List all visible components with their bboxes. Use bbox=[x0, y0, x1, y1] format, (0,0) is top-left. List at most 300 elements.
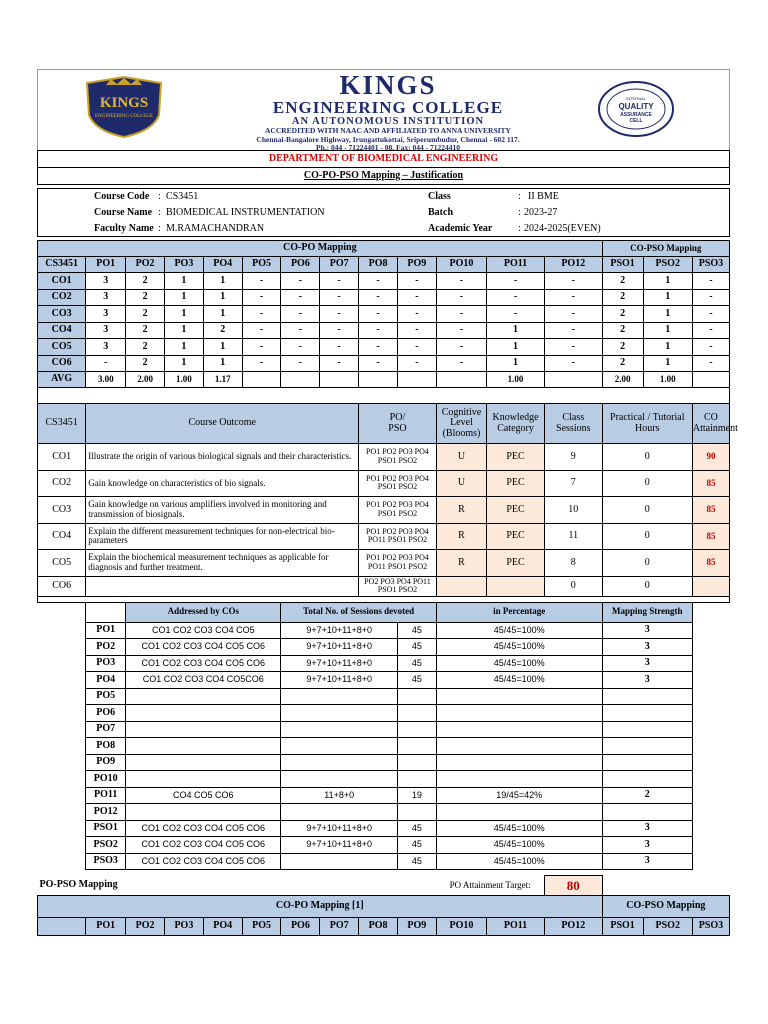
cognitive-level: U bbox=[436, 444, 486, 471]
mapping-value: - bbox=[320, 339, 359, 356]
mapping-value: - bbox=[320, 289, 359, 306]
practical-hours: 0 bbox=[602, 523, 692, 550]
mapping-row-co2 bbox=[38, 289, 730, 306]
mapping-value: 1 bbox=[203, 355, 242, 372]
percentage-value bbox=[436, 721, 602, 738]
sessions-total bbox=[397, 721, 436, 738]
outcome-po-list: PO1 PO2 PO3 PO4 PO11 PSO1 PSO2 bbox=[359, 550, 437, 577]
sessions-calculation bbox=[281, 705, 397, 722]
column-header-po9: PO9 bbox=[397, 257, 436, 273]
mapping-sheet bbox=[37, 69, 738, 936]
mapping-value: - bbox=[436, 339, 486, 356]
svg-text:QUALITY: QUALITY bbox=[618, 102, 654, 111]
college-header bbox=[37, 69, 730, 150]
mapping-value: - bbox=[487, 289, 545, 306]
mapping-value: 3 bbox=[86, 273, 126, 290]
mapping-value: - bbox=[397, 306, 436, 323]
outcome-text: Explain the biochemical measurement techniques as applicable for diagnosis and further treatment. bbox=[86, 550, 359, 577]
practical-hours-header: Practical / Tutorial Hours bbox=[602, 404, 692, 444]
mapping-value: 1 bbox=[643, 322, 692, 339]
table-cell bbox=[692, 688, 729, 705]
mapping-strength: 3 bbox=[602, 639, 692, 656]
justification-po: PO9 bbox=[86, 754, 126, 771]
table-cell bbox=[38, 639, 86, 656]
addressed-cos bbox=[126, 754, 281, 771]
table-cell bbox=[692, 820, 729, 837]
mapping-strength: 3 bbox=[602, 853, 692, 870]
footer-column-po8: PO8 bbox=[359, 918, 398, 936]
table-cell bbox=[38, 672, 86, 689]
justification-row-po8 bbox=[38, 738, 730, 755]
mapping-value: - bbox=[86, 355, 126, 372]
co-attainment: 85 bbox=[692, 550, 729, 577]
mapping-value: - bbox=[397, 273, 436, 290]
cognitive-level: R bbox=[436, 497, 486, 524]
co-label: CO5 bbox=[38, 339, 86, 356]
class-sessions: 8 bbox=[544, 550, 602, 577]
justification-row-po3 bbox=[38, 655, 730, 672]
table-cell bbox=[38, 602, 86, 622]
mapping-value: - bbox=[692, 355, 729, 372]
outcome-row-co3 bbox=[38, 497, 730, 524]
attainment-target-value: 80 bbox=[544, 876, 602, 896]
footer-column-po7: PO7 bbox=[320, 918, 359, 936]
mapping-value: - bbox=[544, 306, 602, 323]
mapping-strength-header: Mapping Strength bbox=[602, 602, 692, 622]
cognitive-level: U bbox=[436, 470, 486, 497]
addressed-cos bbox=[126, 771, 281, 788]
co-attainment: 90 bbox=[692, 444, 729, 471]
mapping-value: - bbox=[242, 355, 281, 372]
footer-column-pso1: PSO1 bbox=[602, 918, 643, 936]
footer-column-po5: PO5 bbox=[242, 918, 281, 936]
department-name: DEPARTMENT OF BIOMEDICAL ENGINEERING bbox=[38, 151, 730, 168]
justification-po: PO4 bbox=[86, 672, 126, 689]
avg-label: AVG bbox=[38, 372, 86, 388]
table-cell bbox=[38, 721, 86, 738]
practical-hours: 0 bbox=[602, 497, 692, 524]
addressed-cos: CO4 CO5 CO6 bbox=[126, 787, 281, 804]
percentage-value: 19/45=42% bbox=[436, 787, 602, 804]
addressed-cos bbox=[126, 738, 281, 755]
outcome-text: Illustrate the origin of various biological signals and their characteristics. bbox=[86, 444, 359, 471]
mapping-value: - bbox=[692, 289, 729, 306]
justification-row-po9 bbox=[38, 754, 730, 771]
percentage-value: 45/45=100% bbox=[436, 655, 602, 672]
spacer-row bbox=[38, 388, 730, 404]
mapping-value: 2 bbox=[126, 273, 165, 290]
mapping-value: - bbox=[242, 322, 281, 339]
sessions-total: 19 bbox=[397, 787, 436, 804]
mapping-value: 1 bbox=[643, 306, 692, 323]
percentage-value bbox=[436, 771, 602, 788]
mapping-value: - bbox=[320, 322, 359, 339]
sessions-calculation bbox=[281, 853, 397, 870]
mapping-value: - bbox=[487, 306, 545, 323]
sessions-calculation bbox=[281, 804, 397, 821]
outcome-co: CO2 bbox=[38, 470, 86, 497]
avg-value bbox=[544, 372, 602, 388]
co-label: CO3 bbox=[38, 306, 86, 323]
phone-line: Ph.: 044 - 71224401 - 08, Fax: 044 - 71224410 bbox=[316, 143, 460, 152]
addressed-by-cos-header: Addressed by COs bbox=[126, 602, 281, 622]
justification-po: PO2 bbox=[86, 639, 126, 656]
footer-column-po9: PO9 bbox=[397, 918, 436, 936]
sessions-total: 45 bbox=[397, 837, 436, 854]
co-pso-mapping-footer-title: CO-PSO Mapping bbox=[602, 896, 729, 918]
column-header-po8: PO8 bbox=[359, 257, 398, 273]
justification-row-po2 bbox=[38, 639, 730, 656]
sessions-calculation bbox=[281, 771, 397, 788]
mapping-value: 2 bbox=[602, 339, 643, 356]
mapping-value: 2 bbox=[602, 306, 643, 323]
sessions-calculation bbox=[281, 688, 397, 705]
sessions-total bbox=[397, 705, 436, 722]
mapping-value: - bbox=[544, 339, 602, 356]
mapping-value: 2 bbox=[126, 306, 165, 323]
mapping-value: 1 bbox=[203, 339, 242, 356]
addressed-cos: CO1 CO2 CO3 CO4 CO5 CO6 bbox=[126, 837, 281, 854]
avg-value bbox=[359, 372, 398, 388]
footer-column-po1: PO1 bbox=[86, 918, 126, 936]
mapping-strength: 3 bbox=[602, 655, 692, 672]
justification-po: PO12 bbox=[86, 804, 126, 821]
mapping-value: 2 bbox=[602, 322, 643, 339]
column-header-po6: PO6 bbox=[281, 257, 320, 273]
mapping-row-co4 bbox=[38, 322, 730, 339]
address-line: Chennai-Bangalore Highway, Irungattukottai, Sriperumbudur, Chennai - 602 117. bbox=[256, 134, 520, 144]
justification-po: PO10 bbox=[86, 771, 126, 788]
table-cell bbox=[38, 688, 86, 705]
co-attainment: 85 bbox=[692, 470, 729, 497]
outcome-row-co1 bbox=[38, 444, 730, 471]
mapping-value: - bbox=[397, 289, 436, 306]
addressed-cos: CO1 CO2 CO3 CO4 CO5 CO6 bbox=[126, 820, 281, 837]
co-attainment: 85 bbox=[692, 523, 729, 550]
svg-text:INTERNAL: INTERNAL bbox=[626, 96, 646, 101]
footer-mapping-title-row bbox=[38, 896, 730, 918]
mapping-value: - bbox=[281, 273, 320, 290]
justification-po: PSO3 bbox=[86, 853, 126, 870]
mapping-row-co3 bbox=[38, 306, 730, 323]
outcome-co: CO1 bbox=[38, 444, 86, 471]
sessions-calculation bbox=[281, 754, 397, 771]
practical-hours: 0 bbox=[602, 444, 692, 471]
mapping-row-co6 bbox=[38, 355, 730, 372]
mapping-value: 1 bbox=[203, 273, 242, 290]
mapping-value: 1 bbox=[164, 339, 203, 356]
table-cell bbox=[692, 804, 729, 821]
percentage-value: 45/45=100% bbox=[436, 853, 602, 870]
column-header-po3: PO3 bbox=[164, 257, 203, 273]
table-cell bbox=[38, 787, 86, 804]
table-cell bbox=[692, 639, 729, 656]
svg-text:ENGINEERING COLLEGE: ENGINEERING COLLEGE bbox=[95, 114, 153, 119]
footer-column-po12: PO12 bbox=[544, 918, 602, 936]
table-cell bbox=[692, 837, 729, 854]
college-logo bbox=[81, 75, 167, 139]
mapping-value: 1 bbox=[487, 355, 545, 372]
mapping-value: - bbox=[397, 322, 436, 339]
addressed-cos bbox=[126, 688, 281, 705]
knowledge-category-header: Knowledge Category bbox=[487, 404, 545, 444]
footer-column-pso3: PSO3 bbox=[692, 918, 729, 936]
table-cell bbox=[38, 655, 86, 672]
table-cell bbox=[38, 837, 86, 854]
percentage-value bbox=[436, 688, 602, 705]
justification-row-po11 bbox=[38, 787, 730, 804]
mapping-strength: 3 bbox=[602, 837, 692, 854]
mapping-strength: 3 bbox=[602, 622, 692, 639]
outcome-co: CO6 bbox=[38, 576, 86, 596]
table-cell bbox=[38, 705, 86, 722]
addressed-cos bbox=[126, 804, 281, 821]
mapping-row-co1 bbox=[38, 273, 730, 290]
justification-row-po12 bbox=[38, 804, 730, 821]
mapping-strength bbox=[602, 688, 692, 705]
justification-header-row bbox=[38, 602, 730, 622]
mapping-value: - bbox=[692, 339, 729, 356]
table-cell bbox=[602, 876, 729, 896]
mapping-value: 1 bbox=[203, 289, 242, 306]
table-cell bbox=[38, 622, 86, 639]
sessions-calculation: 9+7+10+11+8+0 bbox=[281, 837, 397, 854]
svg-text:CELL: CELL bbox=[629, 118, 643, 124]
mapping-value: - bbox=[242, 339, 281, 356]
justification-po: PSO1 bbox=[86, 820, 126, 837]
knowledge-category: PEC bbox=[487, 550, 545, 577]
course-code-label: Course Code bbox=[94, 191, 150, 202]
mapping-value: 2 bbox=[126, 355, 165, 372]
mapping-value: - bbox=[320, 273, 359, 290]
avg-value: 1.17 bbox=[203, 372, 242, 388]
avg-value: 3.00 bbox=[86, 372, 126, 388]
percentage-value bbox=[436, 804, 602, 821]
table-cell bbox=[692, 721, 729, 738]
avg-value bbox=[692, 372, 729, 388]
avg-value: 2.00 bbox=[602, 372, 643, 388]
table-cell bbox=[692, 853, 729, 870]
mapping-value: - bbox=[692, 306, 729, 323]
avg-value: 2.00 bbox=[126, 372, 165, 388]
co-po-mapping-title: CO-PO Mapping bbox=[38, 241, 603, 257]
mapping-value: - bbox=[487, 273, 545, 290]
cognitive-level: R bbox=[436, 550, 486, 577]
percentage-value bbox=[436, 754, 602, 771]
mapping-value: 2 bbox=[203, 322, 242, 339]
sessions-total: 45 bbox=[397, 639, 436, 656]
mapping-value: 1 bbox=[164, 273, 203, 290]
mapping-value: - bbox=[281, 355, 320, 372]
svg-text:ASSURANCE: ASSURANCE bbox=[620, 112, 652, 118]
class-sessions: 7 bbox=[544, 470, 602, 497]
mapping-value: - bbox=[397, 355, 436, 372]
sessions-calculation bbox=[281, 721, 397, 738]
table-cell bbox=[38, 771, 86, 788]
addressed-cos: CO1 CO2 CO3 CO4 CO5CO6 bbox=[126, 672, 281, 689]
mapping-value: 1 bbox=[487, 322, 545, 339]
course-code-value: CS3451 bbox=[166, 191, 199, 202]
mapping-strength: 3 bbox=[602, 672, 692, 689]
footer-column-po11: PO11 bbox=[487, 918, 545, 936]
mapping-value: - bbox=[281, 289, 320, 306]
mapping-value: 3 bbox=[86, 289, 126, 306]
avg-value bbox=[397, 372, 436, 388]
co-label: CO4 bbox=[38, 322, 86, 339]
sessions-total: 45 bbox=[397, 853, 436, 870]
autonomous-line: AN AUTONOMOUS INSTITUTION bbox=[291, 116, 485, 127]
table-cell bbox=[86, 602, 126, 622]
co-label: CO6 bbox=[38, 355, 86, 372]
justification-po: PO5 bbox=[86, 688, 126, 705]
mapping-value: 3 bbox=[86, 306, 126, 323]
justification-row-pso1 bbox=[38, 820, 730, 837]
percentage-value: 45/45=100% bbox=[436, 837, 602, 854]
course-name-label: Course Name bbox=[94, 206, 153, 218]
outcome-row-co4 bbox=[38, 523, 730, 550]
faculty-label: Faculty Name bbox=[94, 222, 154, 234]
sessions-total: 45 bbox=[397, 655, 436, 672]
justification-row-po4 bbox=[38, 672, 730, 689]
justification-row-po5 bbox=[38, 688, 730, 705]
addressed-cos: CO1 CO2 CO3 CO4 CO5 bbox=[126, 622, 281, 639]
co-po-mapping-1-title: CO-PO Mapping [1] bbox=[38, 896, 603, 918]
column-header-pso2: PSO2 bbox=[643, 257, 692, 273]
mapping-strength bbox=[602, 721, 692, 738]
accreditation-line: ACCREDITED WITH NAAC AND AFFILIATED TO ANNA UNIVERSITY bbox=[265, 126, 511, 135]
footer-column-row bbox=[38, 918, 730, 936]
avg-value bbox=[242, 372, 281, 388]
justification-po: PO8 bbox=[86, 738, 126, 755]
percentage-value: 45/45=100% bbox=[436, 639, 602, 656]
mapping-value: - bbox=[359, 273, 398, 290]
mapping-value: - bbox=[242, 306, 281, 323]
sessions-total bbox=[397, 804, 436, 821]
mapping-value: - bbox=[359, 322, 398, 339]
mapping-value: - bbox=[359, 339, 398, 356]
course-name-value: BIOMEDICAL INSTRUMENTATION bbox=[166, 206, 325, 218]
outcome-row-co2 bbox=[38, 470, 730, 497]
mapping-value: 1 bbox=[643, 355, 692, 372]
mapping-value: 2 bbox=[126, 322, 165, 339]
table-cell bbox=[38, 388, 730, 404]
column-header-po2: PO2 bbox=[126, 257, 165, 273]
footer-column-po6: PO6 bbox=[281, 918, 320, 936]
course-outcome-header: Course Outcome bbox=[86, 404, 359, 444]
footer-column-po4: PO4 bbox=[203, 918, 242, 936]
mapping-value: 2 bbox=[602, 273, 643, 290]
column-header-po12: PO12 bbox=[544, 257, 602, 273]
practical-hours: 0 bbox=[602, 550, 692, 577]
cognitive-level bbox=[436, 576, 486, 596]
addressed-cos: CO1 CO2 CO3 CO4 CO5 CO6 bbox=[126, 853, 281, 870]
avg-value bbox=[281, 372, 320, 388]
batch-value: 2023-27 bbox=[524, 206, 558, 218]
mapping-strength bbox=[602, 754, 692, 771]
table-cell bbox=[38, 754, 86, 771]
footer-target-row bbox=[38, 876, 730, 896]
sessions-total bbox=[397, 738, 436, 755]
justification-row-po10 bbox=[38, 771, 730, 788]
mapping-value: - bbox=[436, 355, 486, 372]
co-pso-mapping-title: CO-PSO Mapping bbox=[602, 241, 729, 257]
mapping-title-row bbox=[38, 241, 730, 257]
justification-po: PO7 bbox=[86, 721, 126, 738]
justification-row-pso2 bbox=[38, 837, 730, 854]
class-label: Class bbox=[428, 191, 451, 202]
faculty-value: M.RAMACHANDRAN bbox=[166, 222, 265, 234]
mapping-value: 2 bbox=[602, 355, 643, 372]
sessions-total: 45 bbox=[397, 672, 436, 689]
knowledge-category: PEC bbox=[487, 444, 545, 471]
justification-row-po7 bbox=[38, 721, 730, 738]
mapping-strength: 3 bbox=[602, 820, 692, 837]
sessions-calculation: 11+8+0 bbox=[281, 787, 397, 804]
document-title: CO-PO-PSO Mapping – Justification bbox=[38, 168, 730, 185]
outcome-row-co5 bbox=[38, 550, 730, 577]
percentage-value: 45/45=100% bbox=[436, 820, 602, 837]
iqac-seal-icon bbox=[597, 80, 675, 138]
justification-row-pso3 bbox=[38, 853, 730, 870]
sessions-calculation: 9+7+10+11+8+0 bbox=[281, 655, 397, 672]
mapping-value: - bbox=[281, 322, 320, 339]
mapping-value: - bbox=[281, 306, 320, 323]
table-cell bbox=[38, 738, 86, 755]
co-attainment bbox=[692, 576, 729, 596]
justification-po: PSO2 bbox=[86, 837, 126, 854]
mapping-strength: 2 bbox=[602, 787, 692, 804]
addressed-cos: CO1 CO2 CO3 CO4 CO5 CO6 bbox=[126, 655, 281, 672]
mapping-value: 2 bbox=[126, 289, 165, 306]
mapping-value: - bbox=[359, 355, 398, 372]
outcome-po-list: PO2 PO3 PO4 PO11 PSO1 PSO2 bbox=[359, 576, 437, 596]
outcome-co: CO3 bbox=[38, 497, 86, 524]
mapping-value: - bbox=[692, 273, 729, 290]
mapping-value: - bbox=[320, 355, 359, 372]
class-sessions: 0 bbox=[544, 576, 602, 596]
mapping-strength bbox=[602, 705, 692, 722]
mapping-value: - bbox=[397, 339, 436, 356]
mapping-value: - bbox=[242, 289, 281, 306]
table-cell bbox=[164, 876, 436, 896]
course-info-row-1: Course Code : CS3451 Class : II BME bbox=[38, 189, 730, 205]
course-info-row-2: Course Name : BIOMEDICAL INSTRUMENTATION Batch : 2023-27 bbox=[38, 205, 730, 221]
class-sessions: 9 bbox=[544, 444, 602, 471]
table-cell bbox=[692, 655, 729, 672]
sessions-total bbox=[397, 771, 436, 788]
outcome-text: Explain the different measurement techniques for non-electrical bio-parameters bbox=[86, 523, 359, 550]
mapping-value: - bbox=[692, 322, 729, 339]
mapping-strength bbox=[602, 738, 692, 755]
justification-row-po6 bbox=[38, 705, 730, 722]
batch-label: Batch bbox=[428, 206, 453, 218]
college-name-sub: ENGINEERING COLLEGE bbox=[272, 98, 504, 117]
class-sessions: 11 bbox=[544, 523, 602, 550]
po-pso-mapping-label: PO-PSO Mapping bbox=[39, 879, 118, 890]
mapping-strength bbox=[602, 804, 692, 821]
knowledge-category: PEC bbox=[487, 470, 545, 497]
mapping-value: 2 bbox=[126, 339, 165, 356]
sessions-total bbox=[397, 688, 436, 705]
footer-column-po3: PO3 bbox=[164, 918, 203, 936]
addressed-cos bbox=[126, 705, 281, 722]
addressed-cos bbox=[126, 721, 281, 738]
avg-value bbox=[320, 372, 359, 388]
mapping-value: 1 bbox=[164, 289, 203, 306]
percentage-value bbox=[436, 705, 602, 722]
table-cell bbox=[692, 754, 729, 771]
outcome-po-list: PO1 PO2 PO3 PO4 PSO1 PSO2 bbox=[359, 497, 437, 524]
